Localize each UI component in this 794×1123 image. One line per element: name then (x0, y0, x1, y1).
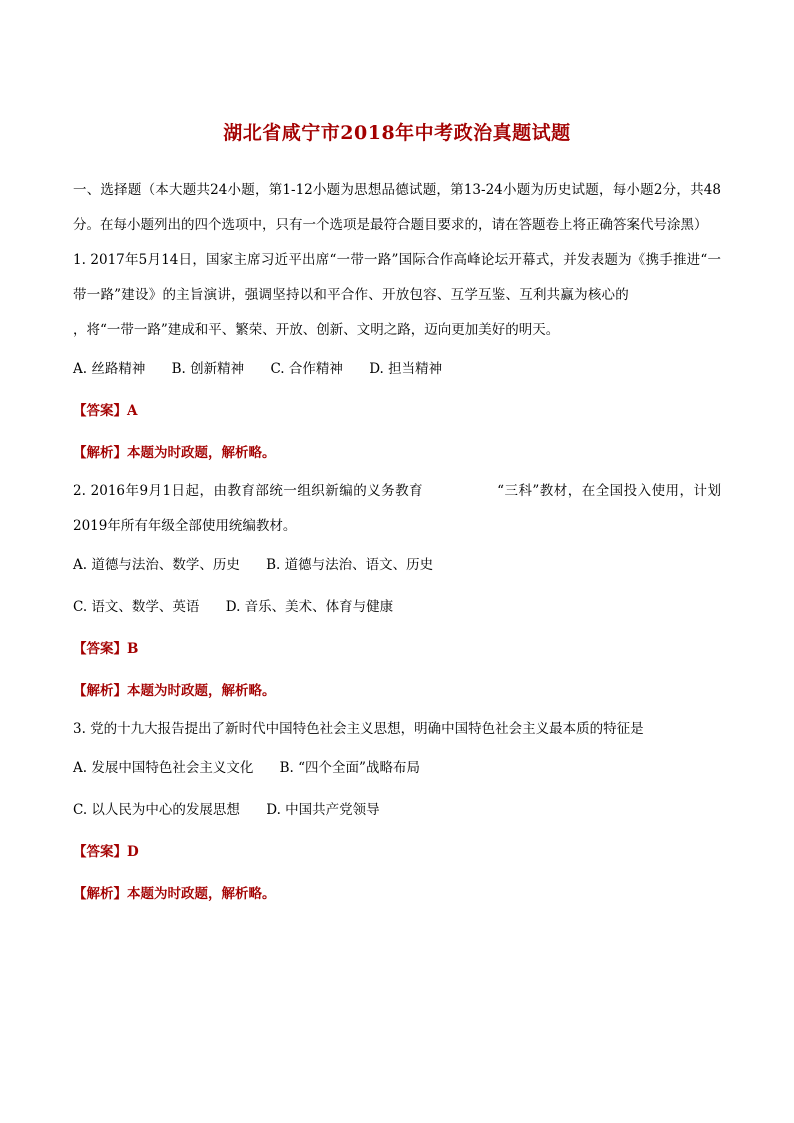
question-3 (73, 712, 721, 915)
page-title: 湖北省咸宁市2018年中考政治真题试题 (223, 122, 571, 144)
question-1-answer: 【答案】A (73, 403, 138, 419)
question-3-option-d: D. 中国共产党领导 (266, 802, 380, 818)
question-2-stem (73, 474, 721, 544)
question-3-option-a: A. 发展中国特色社会主义文化 (73, 760, 254, 776)
question-1-option-d: D. 担当精神 (369, 361, 443, 377)
question-3-analysis: 【解析】本题为时政题，解析略。 (73, 886, 276, 902)
question-3-option-c: C. 以人民为中心的发展思想 (73, 802, 240, 818)
question-2-options-row-2 (73, 586, 721, 628)
question-1-stem-part1: 1. 2017年5月14日，国家主席习近平出席“一带一路”国际合作高峰论坛开幕式，并发表题为《携手推进“一带一路”建设》的主旨演讲，强调坚持以和平合作、开放包容、互学互鉴、互利共赢为核心的 (73, 252, 721, 303)
question-2-option-d: D. 音乐、美术、体育与健康 (225, 599, 394, 615)
question-2-analysis: 【解析】本题为时政题，解析略。 (73, 683, 276, 699)
question-1-stem (73, 243, 721, 348)
question-1-option-b: B. 创新精神 (171, 361, 245, 377)
question-1-options (73, 348, 721, 390)
question-2-option-c: C. 语文、数学、英语 (73, 599, 200, 615)
question-2-option-a: A. 道德与法治、数学、历史 (73, 557, 240, 573)
question-1-stem-part2: ，将“一带一路”建成和平、繁荣、开放、创新、文明之路，迈向更加美好的明天。 (73, 322, 560, 338)
question-3-stem: 3. 党的十九大报告提出了新时代中国特色社会主义思想，明确中国特色社会主义最本质的特征是 (73, 721, 644, 737)
question-1 (73, 243, 721, 474)
question-3-options-row-2 (73, 789, 721, 831)
question-2-stem-part2: “三科”教材，在全国投入使用，计划2019年所有年级全部使用统编教材。 (73, 483, 721, 534)
question-3-options-row-1 (73, 747, 721, 789)
question-2-stem-part1: 2. 2016年9月1日起，由教育部统一组织新编的义务教育 (73, 483, 424, 499)
question-3-option-b: B. “四个全面”战略布局 (279, 760, 420, 776)
question-2-option-b: B. 道德与法治、语文、历史 (266, 557, 434, 573)
question-2-answer: 【答案】B (73, 641, 139, 657)
question-3-answer: 【答案】D (73, 844, 139, 860)
question-2 (73, 474, 721, 712)
question-2-options-row-1 (73, 544, 721, 586)
question-1-option-c: C. 合作精神 (270, 361, 343, 377)
section-intro: 一、选择题（本大题共24小题，第1-12小题为思想品德试题，第13-24小题为历史试题，每小题2分，共48分。在每小题列出的四个选项中，只有一个选项是最符合题目要求的，请在答题卷上将正确答案代号涂黑） (73, 182, 721, 233)
question-1-analysis: 【解析】本题为时政题，解析略。 (73, 445, 276, 461)
question-1-option-a: A. 丝路精神 (73, 361, 146, 377)
